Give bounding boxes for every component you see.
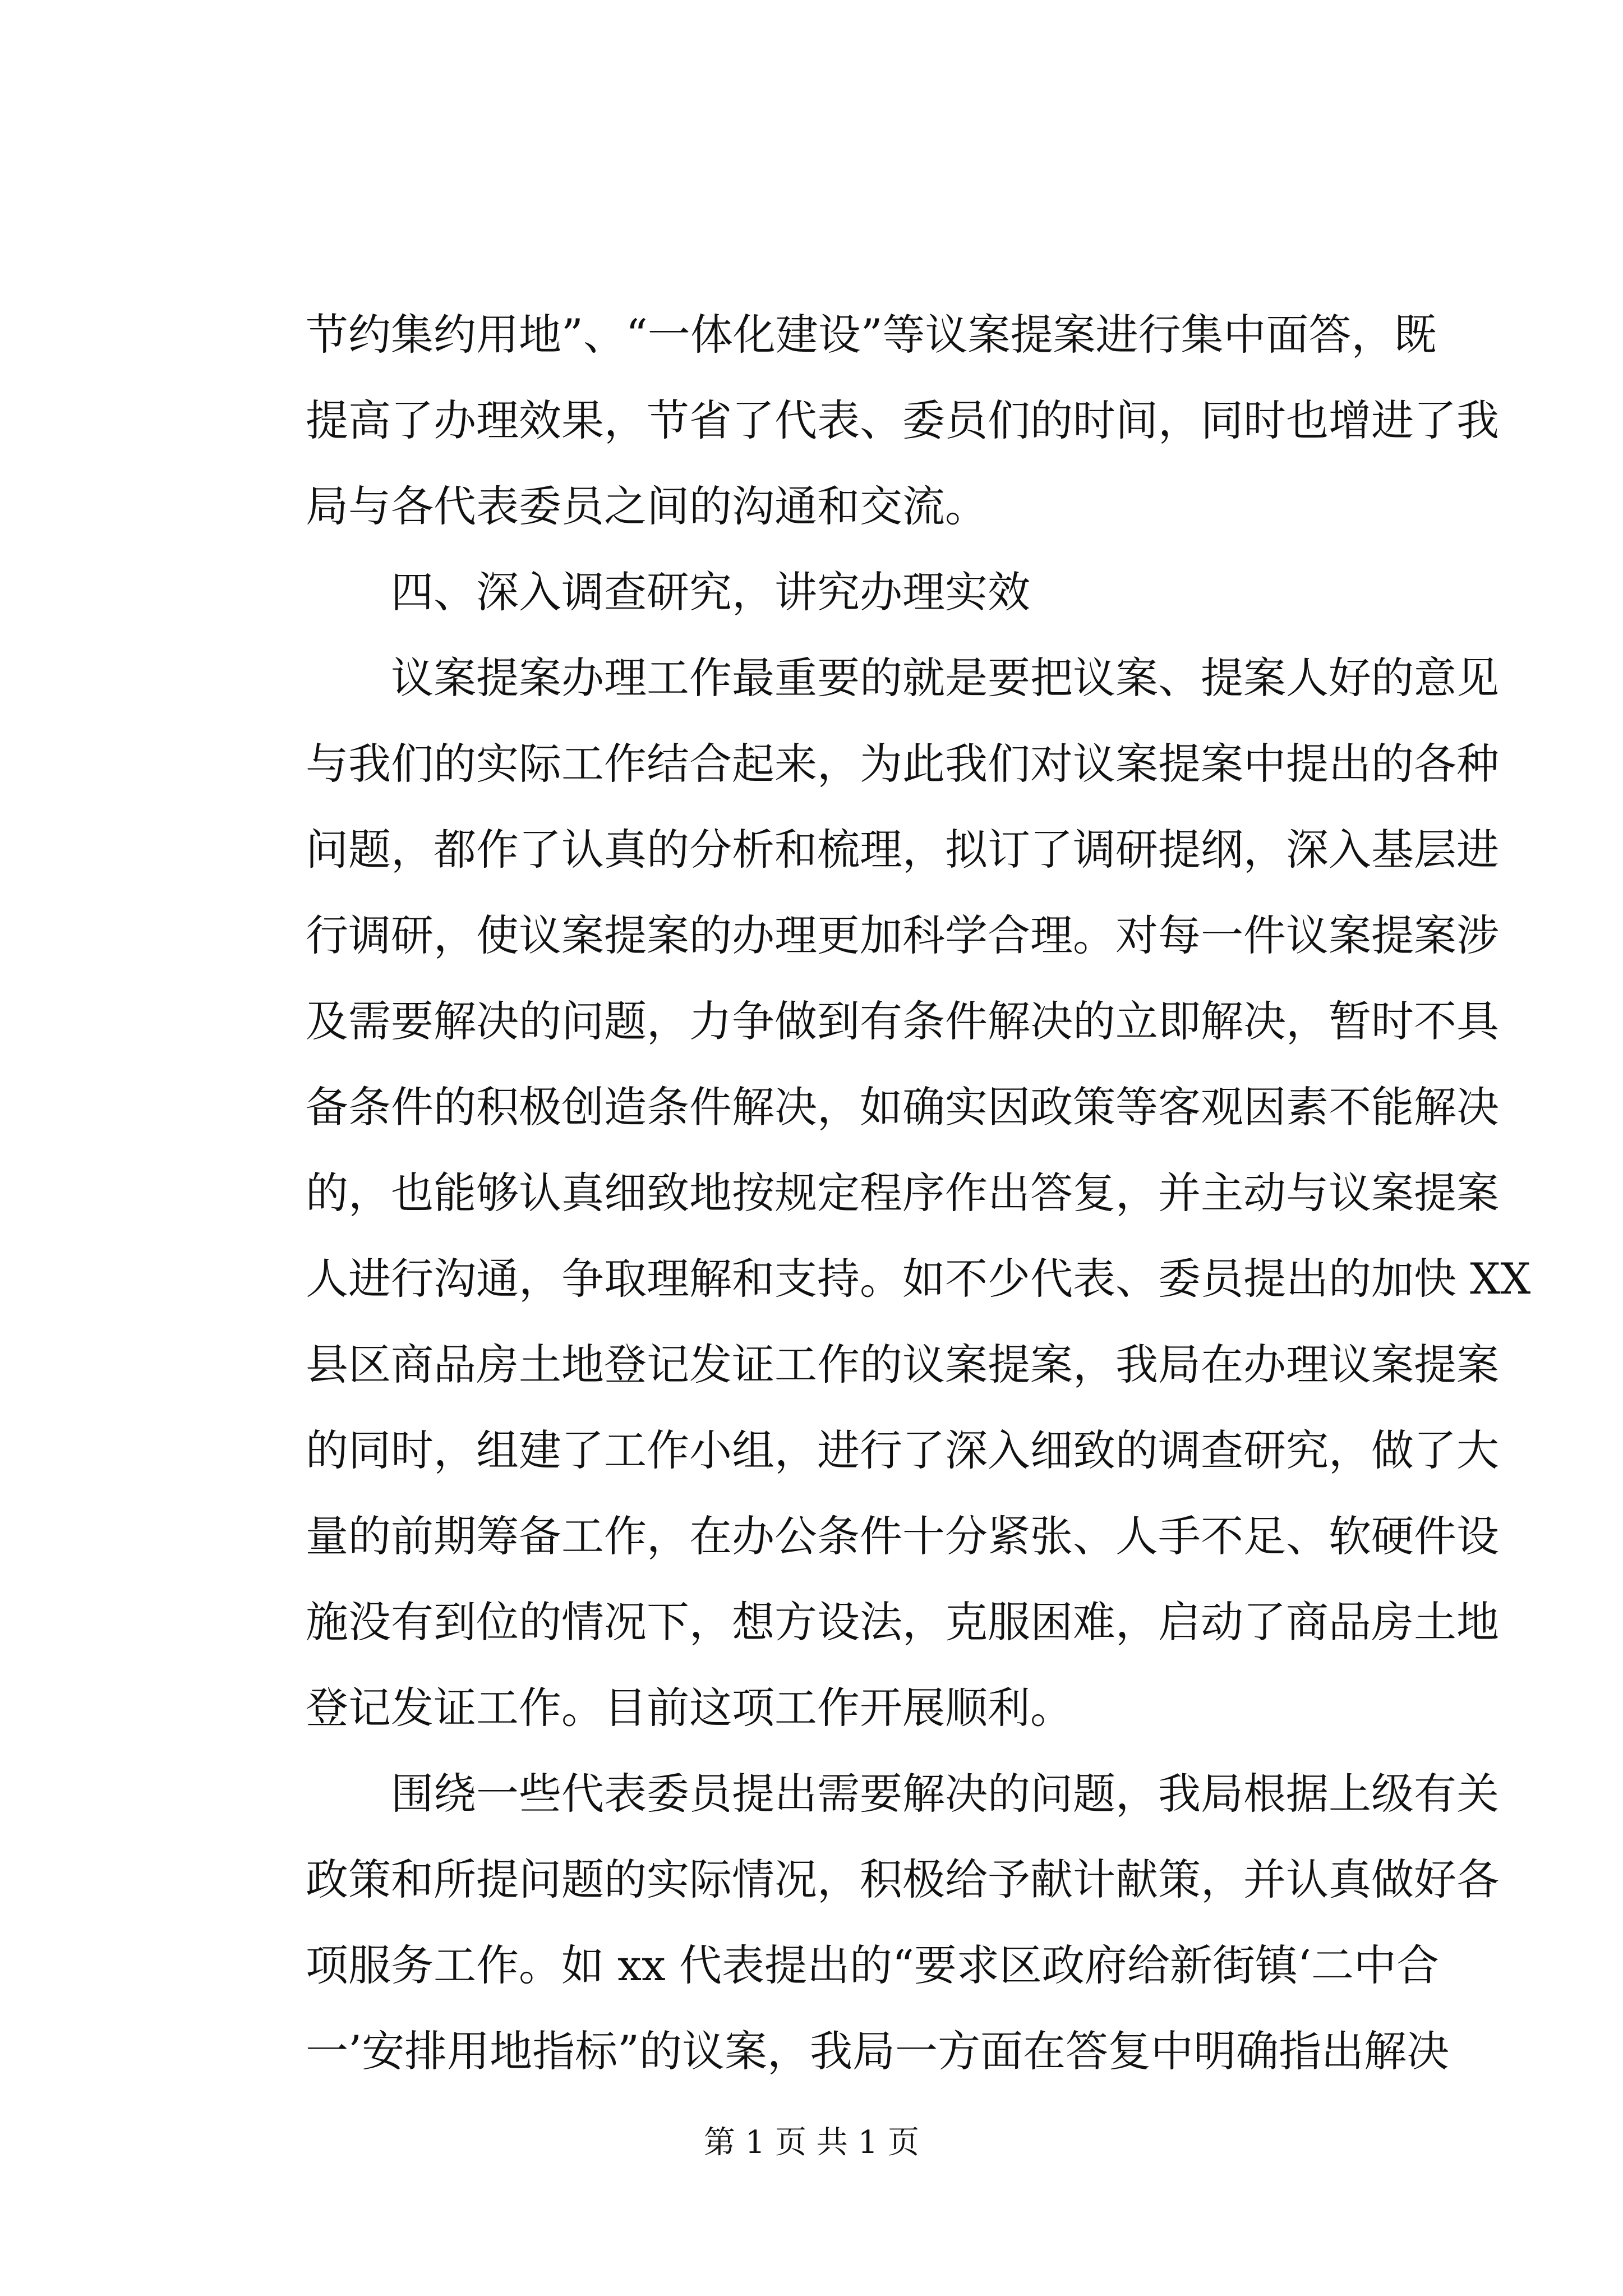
- text-line: 人进行沟通，争取理解和支持。如不少代表、委员提出的加快 XX: [306, 1254, 1531, 1304]
- text-line: 议案提案办理工作最重要的就是要把议案、提案人好的意见: [391, 653, 1499, 703]
- text-line: 行调研，使议案提案的办理更加科学合理。对每一件议案提案涉: [306, 910, 1499, 960]
- text-line: 量的前期筹备工作，在办公条件十分紧张、人手不足、软硬件设: [306, 1511, 1499, 1561]
- text-line: 政策和所提问题的实际情况，积极给予献计献策，并认真做好各: [306, 1855, 1499, 1904]
- text-line: 围绕一些代表委员提出需要解决的问题，我局根据上级有关: [391, 1769, 1499, 1819]
- text-line: 的，也能够认真细致地按规定程序作出答复，并主动与议案提案: [306, 1168, 1499, 1218]
- text-line: 及需要解决的问题，力争做到有条件解决的立即解决，暂时不具: [306, 996, 1499, 1046]
- section-heading: 四、深入调查研究，讲究办理实效: [391, 567, 1030, 617]
- text-line: 备条件的积极创造条件解决，如确实因政策等客观因素不能解决: [306, 1082, 1499, 1132]
- text-line: 问题，都作了认真的分析和梳理，拟订了调研提纲，深入基层进: [306, 825, 1499, 875]
- text-line: 一’安排用地指标”的议案，我局一方面在答复中明确指出解决: [306, 2026, 1450, 2076]
- text-line: 登记发证工作。目前这项工作开展顺利。: [306, 1683, 1073, 1733]
- text-line: 与我们的实际工作结合起来，为此我们对议案提案中提出的各种: [306, 739, 1499, 789]
- text-line: 节约集约用地”、“一体化建设”等议案提案进行集中面答，既: [306, 310, 1437, 360]
- page-footer: 第 1 页 共 1 页: [703, 2124, 920, 2161]
- text-line: 的同时，组建了工作小组，进行了深入细致的调查研究，做了大: [306, 1425, 1499, 1475]
- text-line: 提高了办理效果，节省了代表、委员们的时间，同时也增进了我: [306, 395, 1499, 445]
- text-line: 县区商品房土地登记发证工作的议案提案，我局在办理议案提案: [306, 1340, 1499, 1389]
- text-line: 施没有到位的情况下，想方设法，克服困难，启动了商品房土地: [306, 1597, 1499, 1647]
- text-line: 项服务工作。如 xx 代表提出的“要求区政府给新街镇‘二中合: [306, 1940, 1440, 1990]
- text-line: 局与各代表委员之间的沟通和交流。: [306, 481, 988, 531]
- document-body: [306, 292, 1531, 2094]
